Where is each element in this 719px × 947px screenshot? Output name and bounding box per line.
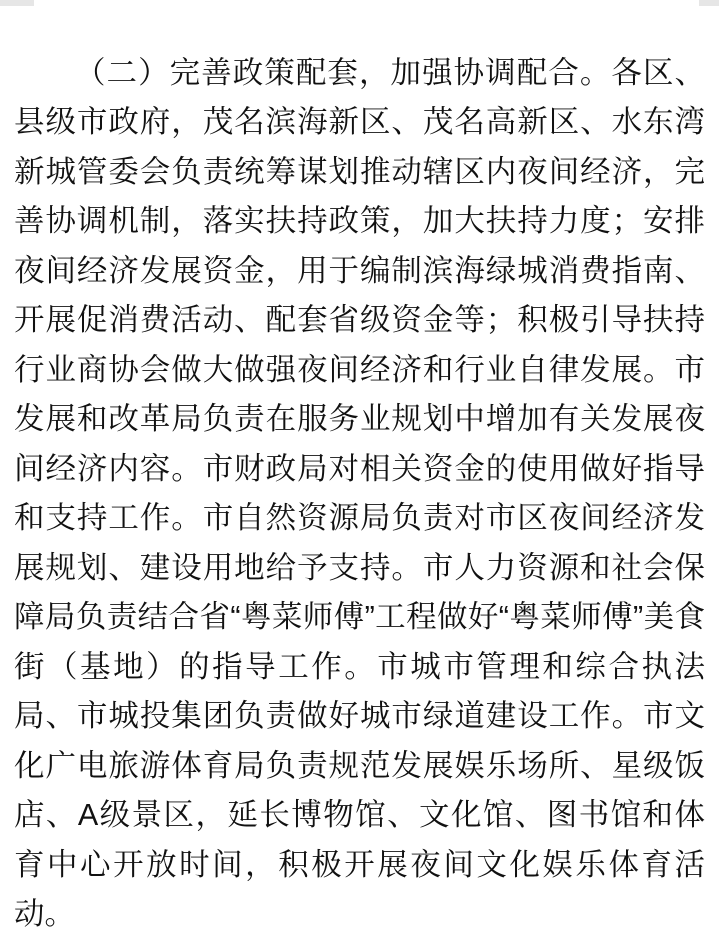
vertical-scrollbar[interactable] (714, 0, 719, 947)
scrollbar-thumb[interactable] (715, 120, 718, 450)
status-bar-strip (0, 0, 719, 6)
document-content (14, 18, 705, 947)
top-left-block (0, 0, 34, 6)
paragraph-section-2: （二）完善政策配套，加强协调配合。各区、县级市政府，茂名滨海新区、茂名高新区、水东湾新城管委会负责统筹谋划推动辖区内夜间经济，完善协调机制，落实扶持政策，加大扶持力度；安排夜间经济发展资金，用于编制滨海绿城消费指南、开展促消费活动、配套省级资金等；积极引导扶持行业商协会做大做强夜间经济和行业自律发展。市发展和改革局负责在服务业规划中增加有关发展夜间经济内容。市财政局对相关资金的使用做好指导和支持工作。市自然资源局负责对市区夜间经济发展规划、建设用地给予支持。市人力资源和社会保障局负责结合省“粤菜师傅”工程做好“粤菜师傅”美食街（基地）的指导工作。市城市管理和综合执法局、市城投集团负责做好城市绿道建设工作。市文化广电旅游体育局负责规范发展娱乐场所、星级饭店、A级景区，延长博物馆、文化馆、图书馆和体育中心开放时间，积极开展夜间文化娱乐体育活动。 (14, 55, 705, 931)
